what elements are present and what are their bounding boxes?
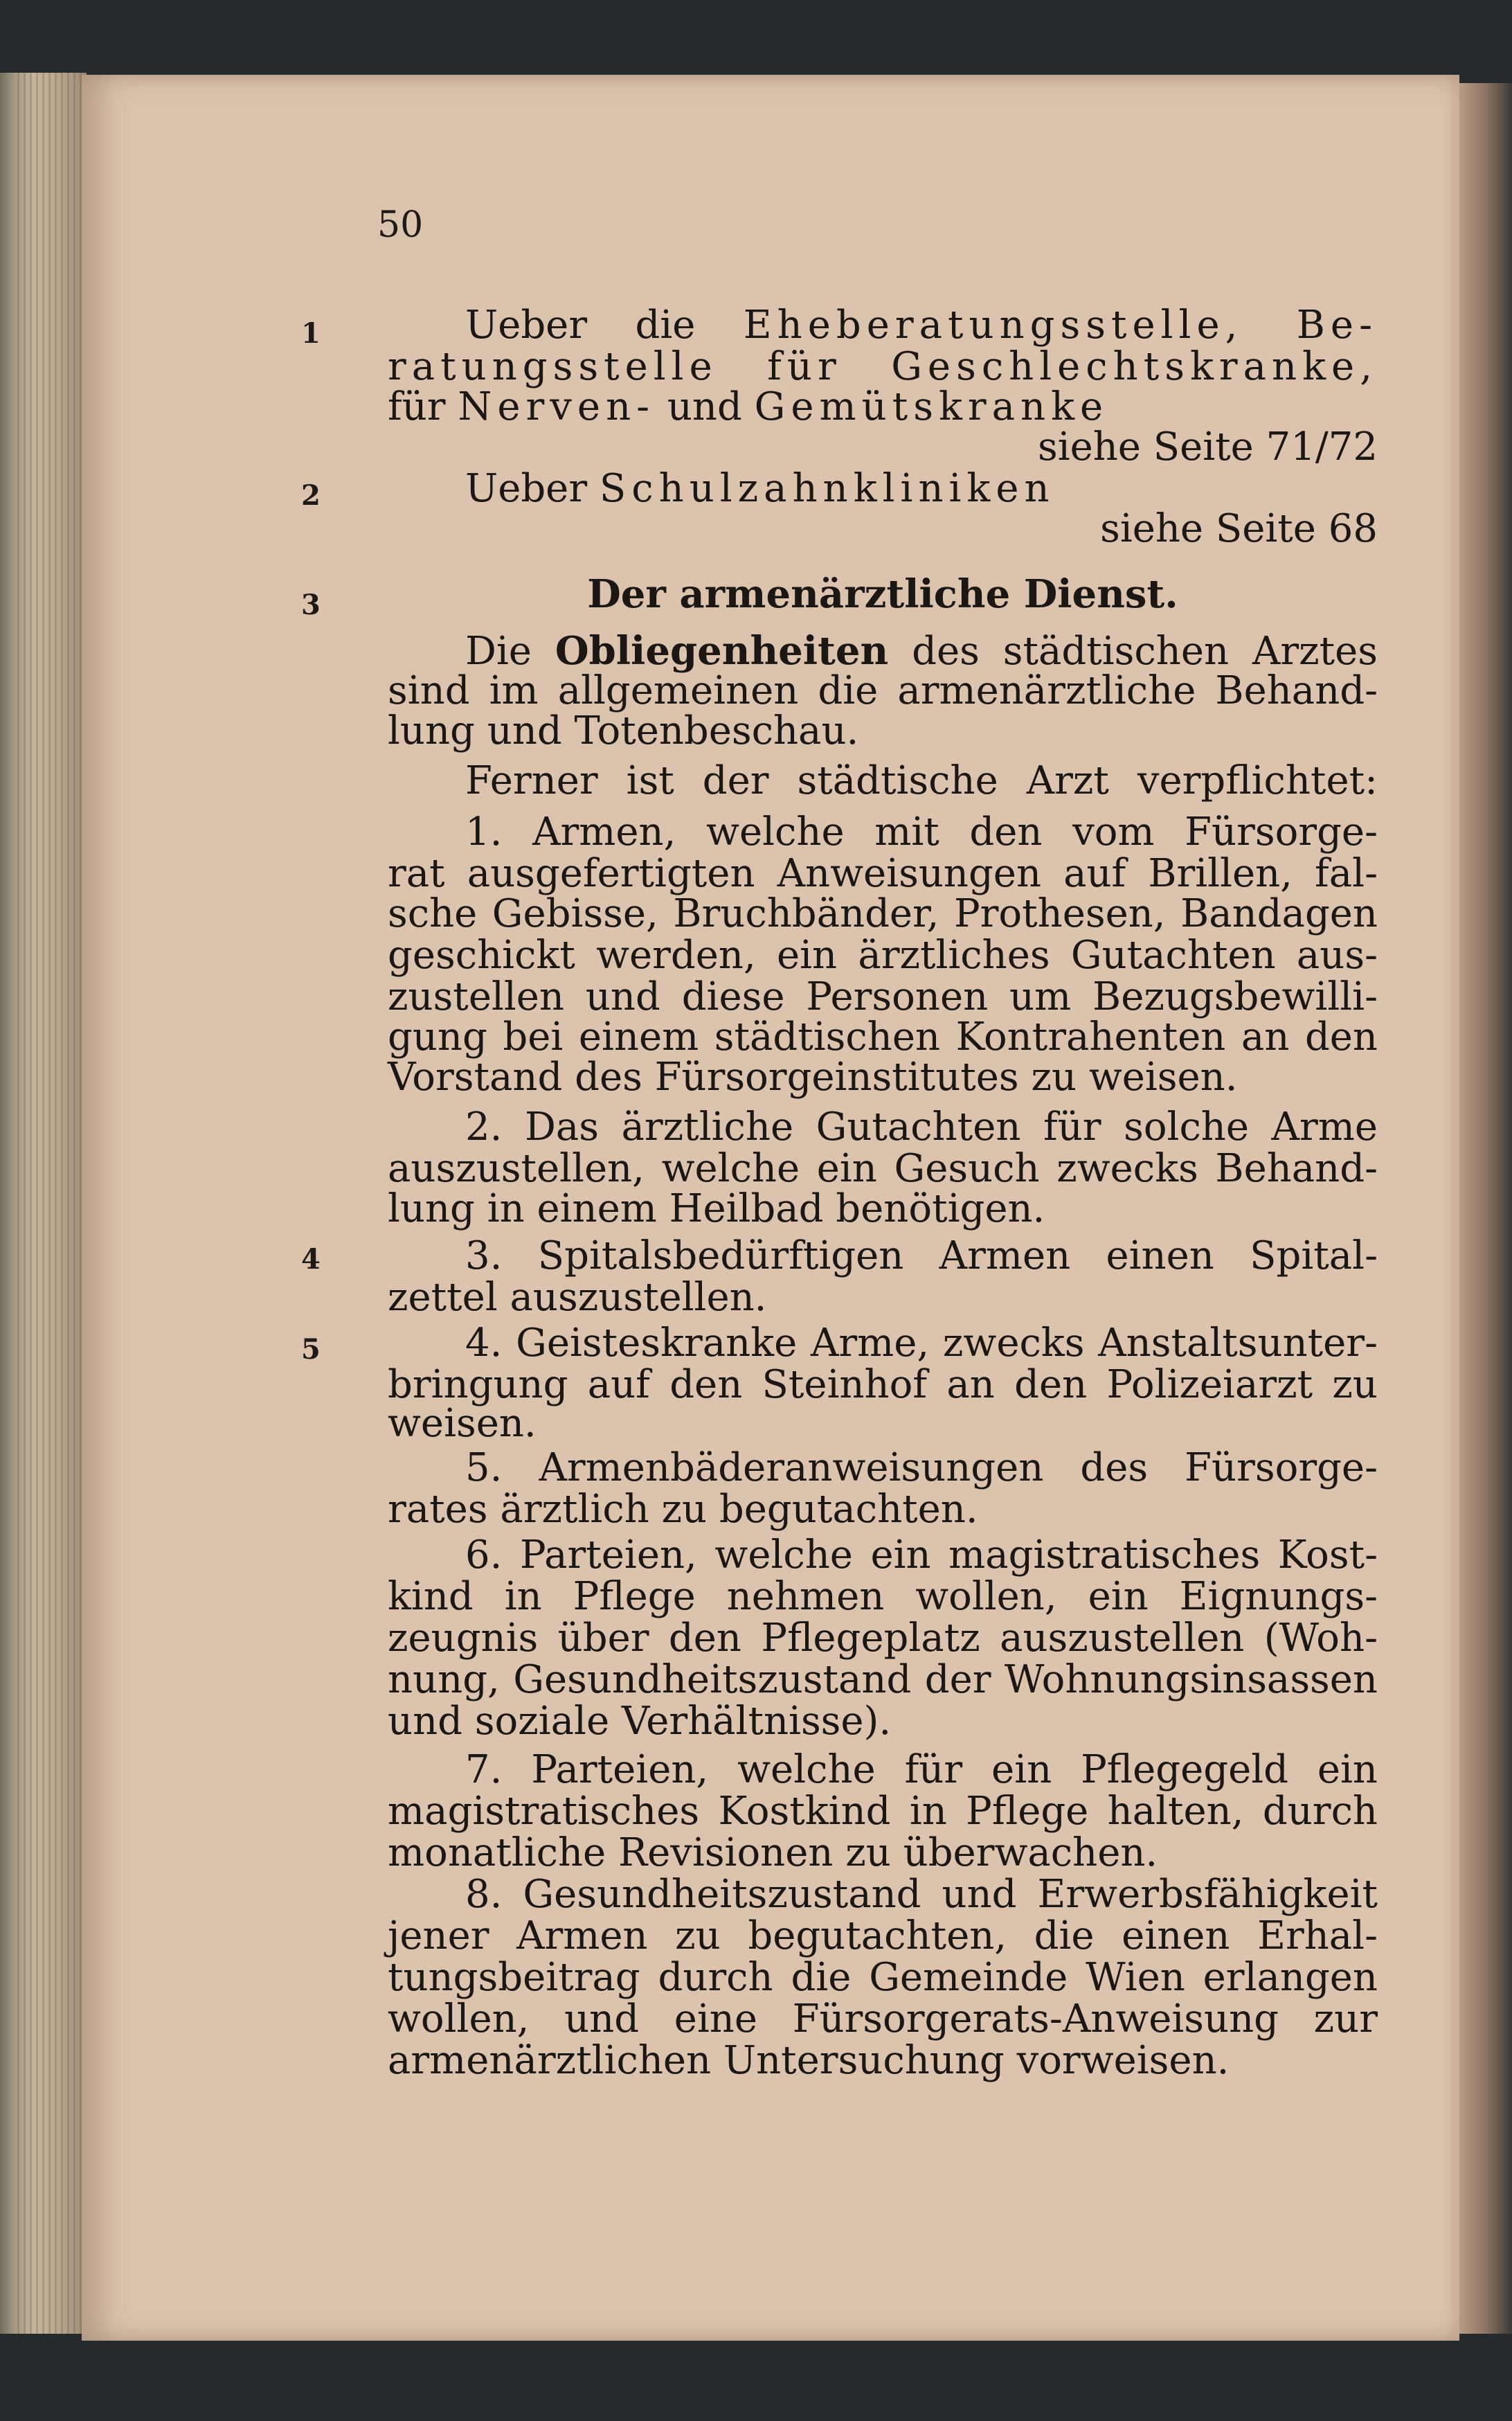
list-item-7-line: magistratisches Kostkind in Pflege halten, durch	[388, 1789, 1378, 1834]
list-item-1-line: 1. Armen, welche mit den vom Fürsorge-	[465, 810, 1378, 855]
section-heading: Der armenärztliche Dienst.	[587, 571, 1178, 617]
list-item-1-line: sche Gebisse, Bruchbänder, Prothesen, Bandagen	[388, 891, 1378, 936]
list-item-4-line: bringung auf den Steinhof an den Polizeiarzt zu	[388, 1362, 1378, 1407]
list-item-1-line: Vorstand des Fürsorgeinstitutes zu weisen.	[388, 1055, 1238, 1100]
text-line: Ferner ist der städtische Arzt verpflichtet:	[465, 758, 1378, 803]
list-item-5-line: 5. Armenbäderanweisungen des Fürsorge-	[465, 1445, 1378, 1490]
list-item-6-line: kind in Pflege nehmen wollen, ein Eignungs-	[388, 1574, 1378, 1619]
list-item-8-line: jener Armen zu begutachten, die einen Erhal-	[388, 1913, 1378, 1958]
list-item-6-line: nung, Gesundheitszustand der Wohnungsinsassen	[388, 1657, 1378, 1702]
margin-number-4: 4	[301, 1243, 321, 1276]
text-line: siehe Seite 68	[1100, 506, 1378, 551]
margin-number-1: 1	[301, 317, 321, 350]
list-item-1-line: gung bei einem städtischen Kontrahenten an den	[388, 1015, 1378, 1060]
text-line: sind im allgemeinen die armenärztliche Behand-	[388, 668, 1378, 713]
list-item-2-line: 2. Das ärztliche Gutachten für solche Arme	[465, 1105, 1378, 1150]
list-item-6-line: zeugnis über den Pflegeplatz auszustellen (Woh-	[388, 1616, 1378, 1661]
margin-number-2: 2	[301, 479, 321, 512]
margin-number-5: 5	[301, 1333, 321, 1366]
list-item-8-line: armenärztlichen Untersuchung vorweisen.	[388, 2038, 1230, 2083]
book-cover-edge	[1459, 83, 1512, 2334]
list-item-1-line: rat ausgefertigten Anweisungen auf Brillen, fal-	[388, 851, 1378, 896]
text-line: Die Obliegenheiten des städtischen Arztes	[465, 628, 1378, 674]
page-stack-edges	[17, 73, 83, 2334]
list-item-5-line: rates ärztlich zu begutachten.	[388, 1487, 978, 1532]
list-item-2-line: auszustellen, welche ein Gesuch zwecks Behand-	[388, 1146, 1378, 1191]
margin-number-3: 3	[301, 589, 321, 621]
list-item-1-line: zustellen und diese Personen um Bezugsbewilli-	[388, 974, 1378, 1019]
list-item-4-line: weisen.	[388, 1401, 537, 1446]
list-item-6-line: und soziale Verhältnisse).	[388, 1699, 892, 1744]
page-number: 50	[377, 204, 424, 246]
list-item-3-line: 3. Spitalsbedürftigen Armen einen Spital-	[465, 1233, 1378, 1278]
list-item-7-line: 7. Parteien, welche für ein Pflegegeld ein	[465, 1747, 1378, 1792]
text-line: Ueber die Eheberatungsstelle, Be-	[465, 303, 1378, 348]
list-item-7-line: monatliche Revisionen zu überwachen.	[388, 1830, 1158, 1875]
text-line: siehe Seite 71/72	[1037, 425, 1378, 470]
text-line: ratungsstelle für Geschlechtskranke,	[388, 344, 1378, 389]
list-item-1-line: geschickt werden, ein ärztliches Gutachten aus-	[388, 933, 1378, 978]
list-item-6-line: 6. Parteien, welche ein magistratisches Kost-	[465, 1533, 1378, 1578]
text-line: lung und Totenbeschau.	[388, 708, 859, 753]
text-line: für Nerven- und Gemütskranke	[388, 384, 1109, 429]
list-item-4-line: 4. Geisteskranke Arme, zwecks Anstaltsunter-	[465, 1321, 1378, 1366]
text-line: Ueber Schulzahnkliniken	[465, 466, 1055, 511]
list-item-8-line: wollen, und eine Fürsorgerats-Anweisung zur	[388, 1996, 1378, 2042]
list-item-8-line: tungsbeitrag durch die Gemeinde Wien erlangen	[388, 1955, 1378, 2000]
list-item-3-line: zettel auszustellen.	[388, 1275, 767, 1320]
list-item-2-line: lung in einem Heilbad benötigen.	[388, 1186, 1045, 1231]
list-item-8-line: 8. Gesundheitszustand und Erwerbsfähigkeit	[465, 1872, 1378, 1917]
